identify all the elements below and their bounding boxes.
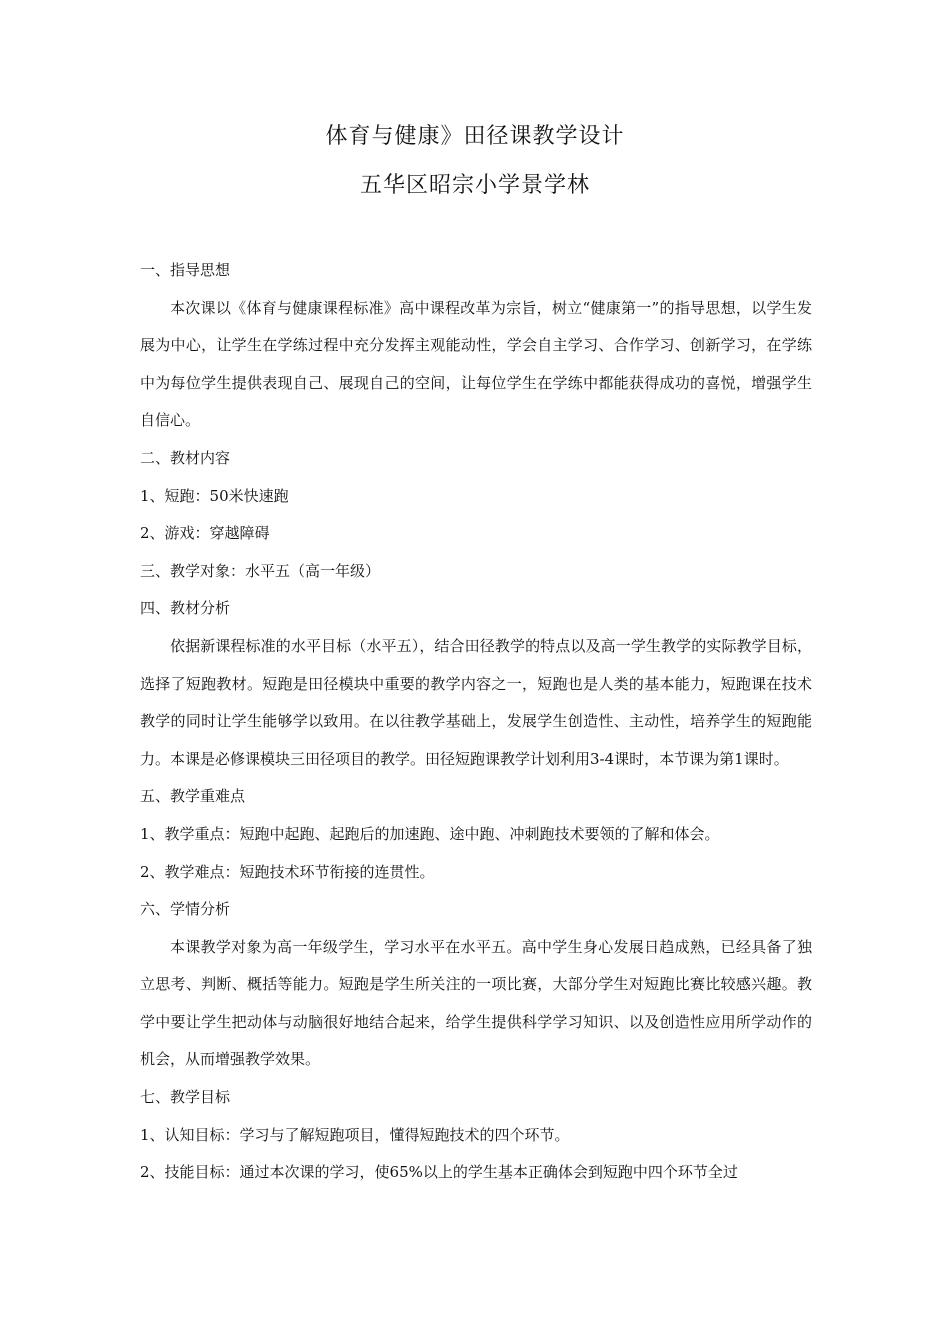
- list-item-skill-goal: 2、技能目标：通过本次课的学习，使65%以上的学生基本正确体会到短跑中四个环节全过: [140, 1163, 738, 1182]
- paragraph-student-analysis: 本课教学对象为高一年级学生，学习水平在水平五。高中学生身心发展日趋成熟，已经具备了独立思考、判断、概括等能力。短跑是学生所关注的一项比赛，大部分学生对短跑比赛比较感兴趣。教学中要让学生把动体与动脑很好地结合起来，给学生提供科学学习知识、以及创造性应用所学动作的机会，从而增强教学效果。: [140, 937, 812, 1069]
- document-body: [140, 252, 812, 1192]
- section-heading-guiding-ideology: 一、指导思想: [140, 261, 231, 279]
- section-heading-teaching-content: 二、教材内容: [140, 448, 231, 467]
- section-heading-student-analysis: 六、学情分析: [140, 900, 231, 919]
- document-author: 五华区昭宗小学景学林: [359, 173, 590, 198]
- paragraph-material-analysis: 依据新课程标准的水平目标（水平五），结合田径教学的特点以及高一学生教学的实际教学目标，选择了短跑教材。短跑是田径模块中重要的教学内容之一，短跑也是人类的基本能力，短跑课在技术教学的同时让学生能够学以致用。在以往教学基础上，发展学生创造性、主动性，培养学生的短跑能力。本课是必修课模块三田径项目的教学。田径短跑课教学计划利用3-4课时，本节课为第1课时。: [140, 636, 812, 768]
- list-item-difficult-point: 2、教学难点：短跑技术环节衔接的连贯性。: [140, 862, 435, 881]
- document-title: 体育与健康》田径课教学设计: [325, 124, 625, 149]
- section-heading-material-analysis: 四、教材分析: [140, 599, 231, 618]
- section-heading-teaching-target: 三、教学对象：水平五（高一年级）: [140, 561, 381, 580]
- list-item-sprint: 1、短跑：50米快速跑: [140, 486, 289, 505]
- section-heading-teaching-goals: 七、教学目标: [140, 1088, 231, 1107]
- list-item-game: 2、游戏：穿越障碍: [140, 524, 270, 543]
- section-heading-key-difficult-points: 五、教学重难点: [140, 787, 246, 806]
- paragraph-guiding-ideology: 本次课以《体育与健康课程标准》高中课程改革为宗旨，树立“健康第一”的指导思想，以学生发展为中心，让学生在学练过程中充分发挥主观能动性，学会自主学习、合作学习、创新学习，在学练中为每位学生提供表现自己、展现自己的空间，让每位学生在学练中都能获得成功的喜悦，增强学生自信心。: [140, 298, 812, 430]
- list-item-key-point: 1、教学重点：短跑中起跑、起跑后的加速跑、途中跑、冲刺跑技术要领的了解和体会。: [140, 824, 720, 843]
- list-item-cognitive-goal: 1、认知目标：学习与了解短跑项目，懂得短跑技术的四个环节。: [140, 1125, 570, 1144]
